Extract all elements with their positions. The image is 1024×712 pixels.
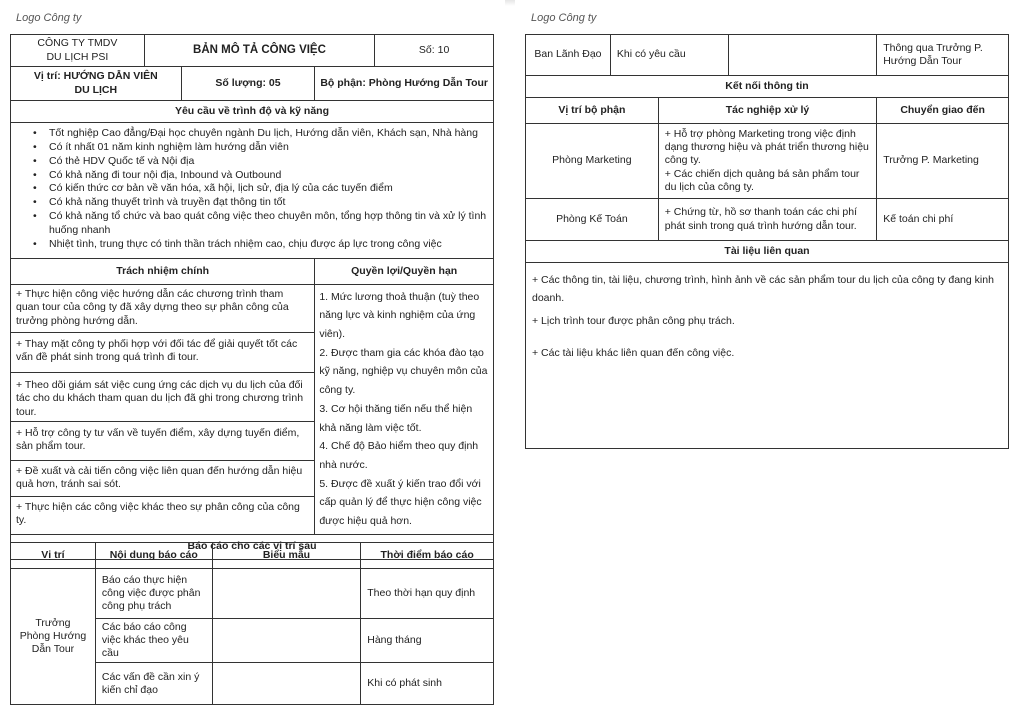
rights-title: Quyền lợi/Quyền hạn [315, 258, 494, 284]
reports-col-content: Nội dung báo cáo [95, 543, 212, 569]
requirements-list [11, 123, 493, 258]
connection-tasks [658, 124, 876, 199]
connections-col-transfer: Chuyển giao đến [877, 98, 1009, 124]
responsibilities-title: Trách nhiệm chính [11, 258, 315, 284]
rights-item: 4. Chế độ Bảo hiểm theo quy định nhà nước. [319, 440, 479, 471]
requirement-item: • Nhiệt tình, trung thực có tinh thần trách nhiệm cao, chịu được áp lực trong công việc [33, 238, 487, 252]
reports-col-position: Vị trí [11, 543, 96, 569]
report-timing: Khi có phát sinh [361, 663, 494, 705]
company-name-cell [11, 35, 145, 67]
report-content: Báo cáo thực hiện công việc được phân công phụ trách [95, 569, 212, 619]
rights-item: 3. Cơ hội thăng tiến nếu thể hiện khả năng làm việc tốt. [319, 402, 473, 434]
quantity-cell: Số lượng: 05 [181, 67, 315, 101]
connection-task: + Các chiến dịch quảng bá sản phẩm tour du lịch của công ty. [664, 167, 860, 193]
document-item: + Các thông tin, tài liệu, chương trình, hình ảnh về các sản phẩm tour du lịch của công ty đang kinh doanh. [532, 274, 994, 305]
company-name-line2: DU LỊCH PSI [46, 50, 109, 63]
responsibility-item: + Hỗ trợ công ty tư vấn về tuyến điểm, xây dựng tuyến điểm, sản phẩm tour. [11, 422, 314, 461]
report-content: Các báo cáo công việc khác theo yêu cầu [95, 619, 212, 663]
report-content: Khi có yêu cầu [610, 35, 728, 76]
responsibilities-cell [11, 284, 315, 534]
connections-col-tasks: Tác nghiệp xử lý [658, 98, 876, 124]
report-position: Ban Lãnh Đạo [526, 35, 611, 76]
responsibility-item: + Đề xuất và cải tiến công việc liên quan đến hướng dẫn hiệu quả hơn, tránh sai sót. [11, 461, 314, 497]
rights-item: 1. Mức lương thoả thuận (tuỳ theo năng lực và kinh nghiệm của ứng viên). [319, 290, 480, 341]
job-description-table [10, 34, 494, 560]
responsibility-item: + Thực hiện công việc hướng dẫn các chương trình tham quan tour của công ty đã xây dựng theo sự phân công của trưởng phòng hướng dẫn. [11, 285, 314, 333]
report-timing: Thông qua Trưởng P. Hướng Dẫn Tour [877, 35, 1009, 76]
connection-task: + Hỗ trợ phòng Marketing trong việc định dạng thương hiệu và phát triển thương hiệu công ty. [664, 128, 869, 167]
document-item: + Lịch trình tour được phân công phụ trách. [532, 314, 735, 327]
responsibility-item: + Thực hiện các công việc khác theo sự phân công của công ty. [16, 500, 300, 527]
responsibility-item: + Theo dõi giám sát việc cung ứng các dịch vụ du lịch của đối tác cho du khách tham quan du lịch đã ghi trong chương trình tour. [11, 373, 314, 422]
document-item: + Các tài liệu khác liên quan đến công việc. [532, 347, 735, 360]
report-timing: Theo thời hạn quy định [361, 569, 494, 619]
documents-title: Tài liệu liên quan [526, 241, 1009, 263]
reports-col-timing: Thời điểm báo cáo [361, 543, 494, 569]
requirements-title: Yêu cầu về trình độ và kỹ năng [11, 101, 494, 123]
requirement-item: • Có kiến thức cơ bản về văn hóa, xã hội, lịch sử, địa lý của các tuyến điểm [33, 182, 487, 196]
connection-tasks [658, 199, 876, 241]
rights-cell [315, 284, 494, 534]
report-timing: Hàng tháng [361, 619, 494, 663]
report-position: Trưởng Phòng Hướng Dẫn Tour [11, 569, 96, 705]
requirement-item: • Có khả năng thuyết trình và truyền đạt thông tin tốt [33, 196, 487, 210]
position-line1: Vị trí: HƯỚNG DẪN VIÊN [33, 70, 158, 83]
document-title: BẢN MÔ TẢ CÔNG VIỆC [144, 35, 374, 67]
department-cell: Bộ phận: Phòng Hướng Dẫn Tour [315, 67, 494, 101]
connection-department: Phòng Marketing [526, 124, 659, 199]
position-cell [11, 67, 182, 101]
reports-title: Báo cáo cho các vị trí sau [11, 534, 494, 559]
connection-transfer: Kế toán chi phí [877, 199, 1009, 241]
requirement-item: • Có khả năng đi tour nội địa, Inbound và Outbound [33, 169, 487, 183]
reports-table [10, 542, 494, 705]
document-number: Số: 10 [375, 35, 494, 67]
reports-col-form: Biểu mẫu [212, 543, 361, 569]
connection-task: + Chứng từ, hồ sơ thanh toán các chi phí phát sinh trong quá trình hướng dẫn tour. [664, 206, 858, 232]
report-content: Các vấn đề cần xin ý kiến chỉ đạo [95, 663, 212, 705]
rights-item: 2. Được tham gia các khóa đào tạo kỹ năng, nghiệp vụ chuyên môn của công ty. [319, 346, 488, 397]
report-form [212, 569, 361, 619]
responsibility-item: + Thay mặt công ty phối hợp với đối tác để giải quyết tốt các vấn đề phát sinh trong quá trình đi tour. [11, 333, 314, 373]
logo-placeholder: Logo Công ty [16, 12, 82, 24]
documents-cell [526, 263, 1009, 449]
position-line2: DU LỊCH [74, 83, 118, 96]
job-description-continued-table [525, 34, 1009, 449]
requirements-cell [11, 123, 494, 259]
requirement-item: • Có ít nhất 01 năm kinh nghiệm làm hướng dẫn viên [33, 141, 487, 155]
rights-item: 5. Được đề xuất ý kiến trao đổi với cấp quản lý để thực hiện công việc được hiệu quả hơn. [319, 477, 482, 527]
requirement-item: • Tốt nghiệp Cao đẳng/Đại học chuyên ngành Du lịch, Hướng dẫn viên, Khách sạn, Nhà hàng [33, 127, 487, 141]
company-name-line1: CÔNG TY TMDV [37, 37, 118, 50]
connections-col-department: Vị trí bộ phận [526, 98, 659, 124]
connections-title: Kết nối thông tin [526, 76, 1009, 98]
connection-transfer: Trưởng P. Marketing [877, 124, 1009, 199]
connection-department: Phòng Kế Toán [526, 199, 659, 241]
requirement-item: • Có khả năng tổ chức và bao quát công việc theo chuyên môn, tổng hợp thông tin và xử lý tình huống nhanh [33, 210, 487, 238]
requirement-item: • Có thẻ HDV Quốc tế và Nội địa [33, 155, 487, 169]
report-form [212, 619, 361, 663]
report-form [212, 663, 361, 705]
report-form [728, 35, 877, 76]
logo-placeholder: Logo Công ty [531, 12, 597, 24]
